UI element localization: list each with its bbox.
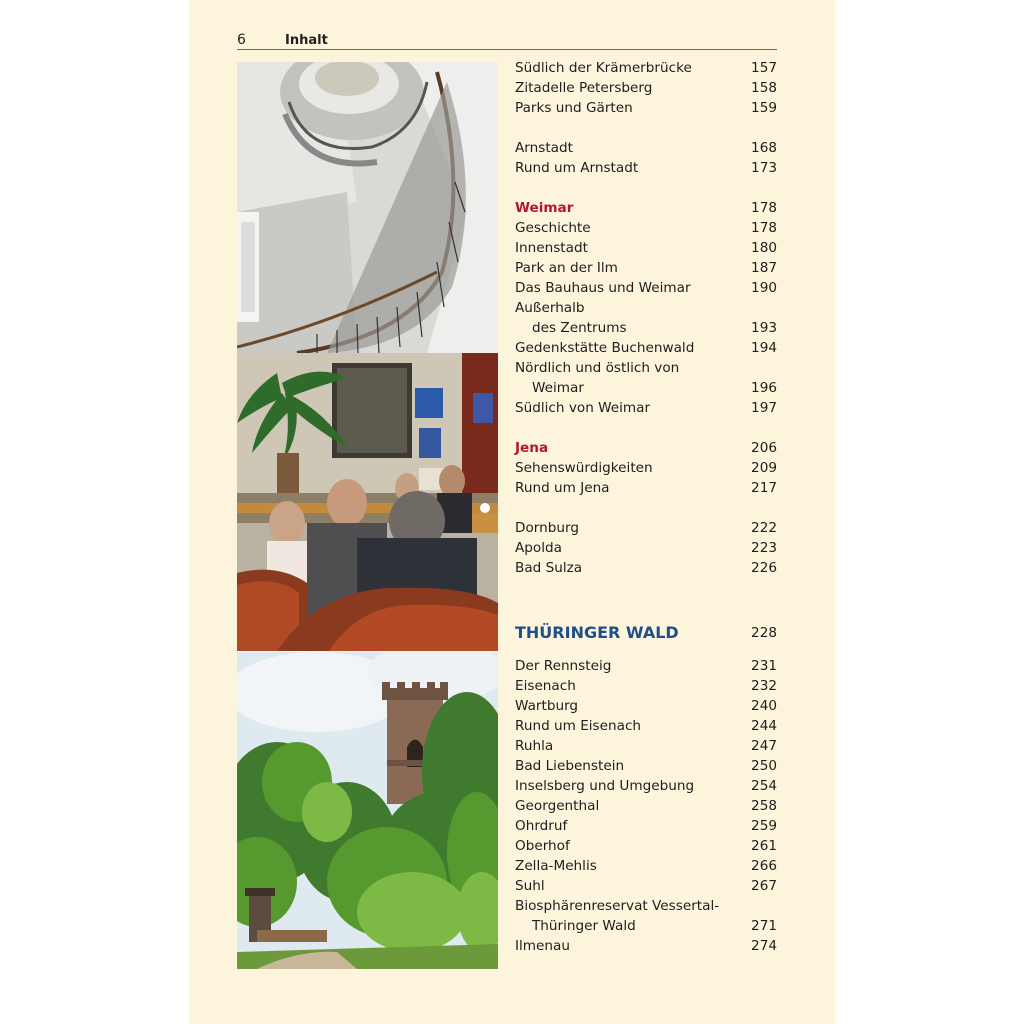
toc-page: 231 bbox=[751, 658, 777, 674]
toc-title: Thüringer Wald bbox=[532, 918, 636, 934]
toc-entry bbox=[515, 518, 777, 538]
toc-page: 226 bbox=[751, 560, 777, 576]
toc-entry bbox=[515, 856, 777, 876]
toc-city-heading-weimar bbox=[515, 198, 777, 218]
toc-page: 209 bbox=[751, 460, 777, 476]
toc-entry bbox=[515, 558, 777, 578]
toc-title: Oberhof bbox=[515, 838, 570, 854]
toc-title: Außerhalb bbox=[515, 300, 585, 316]
toc-page: 250 bbox=[751, 758, 777, 774]
toc-title: Suhl bbox=[515, 878, 545, 894]
toc-title: Georgenthal bbox=[515, 798, 600, 814]
toc-entry bbox=[515, 218, 777, 238]
toc-entry bbox=[515, 776, 777, 796]
toc-page: 180 bbox=[751, 240, 777, 256]
toc-page: 187 bbox=[751, 260, 777, 276]
toc-entry bbox=[515, 458, 777, 478]
toc-page: 193 bbox=[751, 320, 777, 336]
toc-page: 274 bbox=[751, 938, 777, 954]
toc-page: 158 bbox=[751, 80, 777, 96]
toc-page: 194 bbox=[751, 340, 777, 356]
toc-title: Bad Liebenstein bbox=[515, 758, 625, 774]
toc-title: Der Rennsteig bbox=[515, 658, 612, 674]
toc-title: Apolda bbox=[515, 540, 562, 556]
toc-title: Jena bbox=[515, 440, 549, 456]
toc-title: Zitadelle Petersberg bbox=[515, 80, 653, 96]
toc-page: 173 bbox=[751, 160, 777, 176]
toc-title: Zella-Mehlis bbox=[515, 858, 597, 874]
toc-entry bbox=[515, 916, 777, 936]
book-page bbox=[189, 0, 835, 1024]
toc-entry bbox=[515, 338, 777, 358]
toc-entry bbox=[515, 796, 777, 816]
toc-entry bbox=[515, 78, 777, 98]
toc-entry bbox=[515, 876, 777, 896]
toc-page: 244 bbox=[751, 718, 777, 734]
toc-title: Inselsberg und Umgebung bbox=[515, 778, 695, 794]
toc-title: Biosphärenreservat Vessertal- bbox=[515, 898, 720, 914]
toc-entry bbox=[515, 538, 777, 558]
toc-title: Gedenkstätte Buchenwald bbox=[515, 340, 695, 356]
toc-entry bbox=[515, 238, 777, 258]
page-number: 6 bbox=[237, 32, 246, 48]
toc-title: Weimar bbox=[532, 380, 584, 396]
toc-title: Nördlich und östlich von bbox=[515, 360, 680, 376]
toc-entry bbox=[515, 816, 777, 836]
toc-title: Weimar bbox=[515, 200, 574, 216]
toc-entry bbox=[515, 656, 777, 676]
toc-page: 197 bbox=[751, 400, 777, 416]
table-of-contents bbox=[515, 58, 777, 956]
toc-page: 190 bbox=[751, 280, 777, 296]
toc-page: 266 bbox=[751, 858, 777, 874]
toc-title: Südlich von Weimar bbox=[515, 400, 651, 416]
stone-tower-forest-photo bbox=[237, 652, 498, 969]
toc-page: 228 bbox=[751, 625, 777, 641]
toc-title: des Zentrums bbox=[532, 320, 627, 336]
toc-title: Dornburg bbox=[515, 520, 579, 536]
toc-page: 247 bbox=[751, 738, 777, 754]
street-cafe-photo bbox=[237, 353, 498, 651]
toc-entry bbox=[515, 756, 777, 776]
toc-entry bbox=[515, 358, 777, 378]
toc-title: Arnstadt bbox=[515, 140, 573, 156]
toc-title: Geschichte bbox=[515, 220, 591, 236]
toc-entry bbox=[515, 278, 777, 298]
header-title: Inhalt bbox=[285, 33, 328, 48]
toc-entry bbox=[515, 378, 777, 398]
toc-title: Ruhla bbox=[515, 738, 554, 754]
toc-title: Das Bauhaus und Weimar bbox=[515, 280, 691, 296]
toc-page: 178 bbox=[751, 220, 777, 236]
toc-entry bbox=[515, 98, 777, 118]
toc-page: 261 bbox=[751, 838, 777, 854]
toc-page: 223 bbox=[751, 540, 777, 556]
toc-title: Rund um Jena bbox=[515, 480, 610, 496]
toc-entry bbox=[515, 696, 777, 716]
toc-page: 254 bbox=[751, 778, 777, 794]
toc-title: Südlich der Krämerbrücke bbox=[515, 60, 692, 76]
toc-page: 232 bbox=[751, 678, 777, 694]
toc-page: 259 bbox=[751, 818, 777, 834]
toc-entry bbox=[515, 138, 777, 158]
toc-title: Park an der Ilm bbox=[515, 260, 618, 276]
toc-entry bbox=[515, 318, 777, 338]
toc-page: 217 bbox=[751, 480, 777, 496]
toc-page: 222 bbox=[751, 520, 777, 536]
toc-entry bbox=[515, 398, 777, 418]
toc-page: 157 bbox=[751, 60, 777, 76]
toc-title: Eisenach bbox=[515, 678, 576, 694]
toc-entry bbox=[515, 676, 777, 696]
toc-page: 240 bbox=[751, 698, 777, 714]
toc-entry bbox=[515, 258, 777, 278]
toc-city-heading-jena bbox=[515, 438, 777, 458]
toc-page: 159 bbox=[751, 100, 777, 116]
toc-page: 196 bbox=[751, 380, 777, 396]
toc-region-title: THÜRINGER WALD bbox=[515, 623, 679, 642]
toc-page: 271 bbox=[751, 918, 777, 934]
toc-title: Ohrdruf bbox=[515, 818, 568, 834]
toc-page: 267 bbox=[751, 878, 777, 894]
toc-title: Ilmenau bbox=[515, 938, 570, 954]
toc-page: 178 bbox=[751, 200, 777, 216]
toc-entry bbox=[515, 58, 777, 78]
toc-region-heading bbox=[515, 620, 777, 646]
toc-title: Sehenswürdigkeiten bbox=[515, 460, 653, 476]
toc-title: Parks und Gärten bbox=[515, 100, 633, 116]
toc-page: 168 bbox=[751, 140, 777, 156]
toc-title: Rund um Arnstadt bbox=[515, 160, 639, 176]
toc-entry bbox=[515, 736, 777, 756]
toc-entry bbox=[515, 836, 777, 856]
spiral-staircase-photo bbox=[237, 62, 498, 353]
toc-entry bbox=[515, 158, 777, 178]
toc-title: Innenstadt bbox=[515, 240, 588, 256]
toc-title: Bad Sulza bbox=[515, 560, 583, 576]
toc-title: Wartburg bbox=[515, 698, 579, 714]
toc-page: 206 bbox=[751, 440, 777, 456]
page-header bbox=[237, 32, 777, 50]
toc-title: Rund um Eisenach bbox=[515, 718, 642, 734]
toc-entry bbox=[515, 936, 777, 956]
toc-page: 258 bbox=[751, 798, 777, 814]
toc-entry bbox=[515, 896, 777, 916]
toc-entry bbox=[515, 716, 777, 736]
toc-entry bbox=[515, 478, 777, 498]
toc-entry bbox=[515, 298, 777, 318]
